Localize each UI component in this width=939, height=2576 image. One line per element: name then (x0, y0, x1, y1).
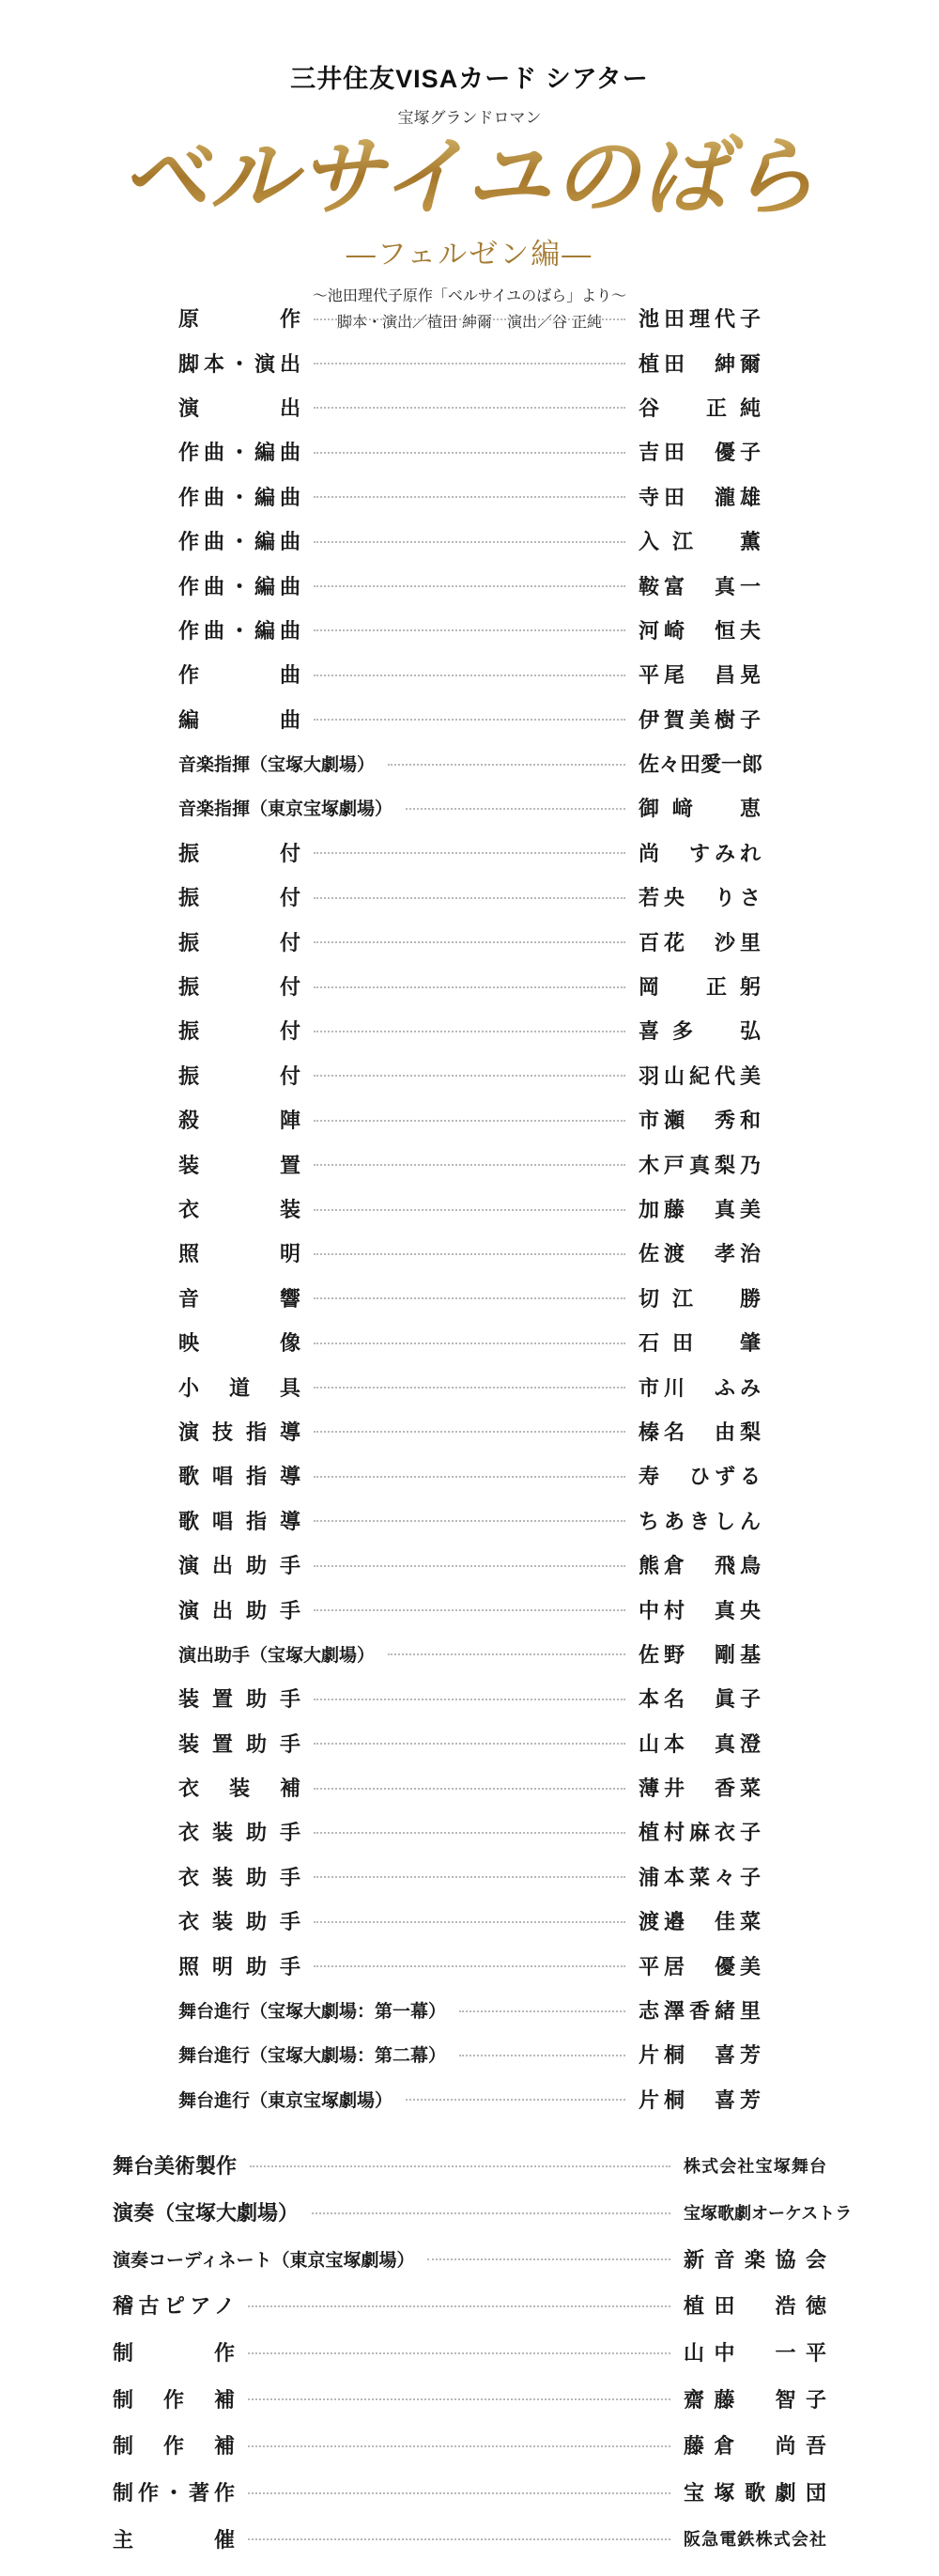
credit-row (178, 1409, 761, 1453)
credit-row (178, 2032, 761, 2076)
credit-name: 平尾 昌晃 (639, 664, 761, 689)
credit-name: 吉田 優子 (639, 442, 761, 466)
credit-row (113, 2422, 826, 2469)
credit-name: 市瀬 秀和 (639, 1110, 761, 1134)
dot-leader (314, 1965, 625, 1967)
credit-name: 尚 すみれ (639, 842, 761, 866)
credit-role: 装 置 (178, 1154, 300, 1178)
credit-name: 入江 薫 (639, 531, 761, 555)
dot-leader (312, 2212, 670, 2214)
dot-leader (314, 1431, 625, 1433)
credit-row (178, 919, 761, 963)
credit-name: 池田理代子 (639, 308, 761, 333)
credit-role: 舞台進行（宝塚大劇場：第一幕） (178, 2001, 447, 2023)
credit-name: 阪急電鉄株式会社 (684, 2530, 826, 2551)
credit-role: 衣装助手 (178, 1822, 300, 1846)
credit-row (113, 2189, 853, 2236)
dot-leader (248, 2538, 670, 2540)
dot-leader (314, 1209, 625, 1211)
production-credits-list (113, 2142, 853, 2562)
credit-name: 榛名 由梨 (639, 1420, 761, 1445)
header (0, 0, 939, 332)
credit-name: 谷 正純 (639, 396, 761, 421)
credit-row (178, 1543, 761, 1587)
credit-row (178, 964, 761, 1008)
dot-leader (314, 719, 625, 721)
credit-row (113, 2469, 826, 2516)
credit-role: 振 付 (178, 976, 300, 1001)
credit-row (178, 1899, 761, 1943)
credit-name: 切江 勝 (639, 1287, 761, 1311)
source-credit: ～池田理代子原作「ベルサイユのばら」より～ (312, 287, 627, 305)
dot-leader (248, 2352, 670, 2354)
credit-role: 演出助手（宝塚大劇場） (178, 1644, 376, 1666)
show-edition: ―フェルゼン編― (346, 238, 593, 272)
credit-row (178, 1053, 761, 1097)
credit-row (178, 429, 761, 473)
dot-leader (314, 1164, 625, 1166)
dot-leader (314, 1120, 625, 1122)
credit-row (178, 785, 761, 830)
credit-row (178, 1320, 761, 1364)
credit-role: 振 付 (178, 1064, 300, 1089)
credit-role: 映 像 (178, 1332, 300, 1357)
credit-role: 作曲・編曲 (178, 575, 300, 599)
credit-row (113, 2329, 826, 2376)
credit-role: 振 付 (178, 842, 300, 866)
credit-role: 主 催 (113, 2528, 235, 2553)
dot-leader (314, 1297, 625, 1299)
credit-name: 藤倉 尚吾 (684, 2435, 826, 2460)
credit-role: 小 道 具 (178, 1376, 300, 1401)
credit-name: 植村麻衣子 (639, 1822, 761, 1846)
credit-name: 本名 眞子 (639, 1688, 761, 1713)
dot-leader (314, 318, 625, 320)
credit-role: 演出助手 (178, 1555, 300, 1579)
credit-role: 作曲・編曲 (178, 442, 300, 466)
credit-row (113, 2235, 826, 2282)
credit-row (178, 1097, 761, 1141)
credit-name: 木戸真梨乃 (639, 1154, 761, 1178)
dot-leader (314, 1520, 625, 1522)
credit-name: 寿 ひずる (639, 1466, 761, 1490)
dot-leader (314, 1565, 625, 1567)
credit-role: 衣装助手 (178, 1866, 300, 1890)
credit-name: 片桐 喜芳 (639, 2088, 761, 2113)
credit-name: 浦本菜々子 (639, 1866, 761, 1890)
credit-name: 中村 真央 (639, 1599, 761, 1623)
credit-row (178, 1453, 761, 1497)
dot-leader (314, 1253, 625, 1255)
credit-name: 喜多 弘 (639, 1020, 761, 1045)
credit-row (113, 2375, 826, 2422)
credit-row (178, 1498, 761, 1543)
dot-leader (248, 2398, 670, 2400)
credit-role: 制 作 補 (113, 2435, 235, 2460)
credit-name: 百花 沙里 (639, 931, 761, 955)
credit-role: 衣 装 (178, 1199, 300, 1222)
dot-leader (314, 1699, 625, 1700)
show-title-logo: ベルサイユのばら (0, 130, 939, 225)
credit-row (178, 741, 761, 785)
credit-name: 加藤 真美 (639, 1199, 761, 1222)
dot-leader (406, 808, 625, 810)
dot-leader (406, 2099, 625, 2101)
dot-leader (459, 2010, 625, 2012)
credit-role: 振 付 (178, 1020, 300, 1045)
credit-role: 演出助手 (178, 1599, 300, 1623)
credit-role: 振 付 (178, 931, 300, 955)
credit-row (178, 519, 761, 563)
credit-name: 齋藤 智子 (684, 2388, 826, 2413)
dot-leader (314, 1476, 625, 1478)
credit-role: 振 付 (178, 887, 300, 911)
credit-role: 音 響 (178, 1287, 300, 1311)
credit-name: 植田 紳爾 (639, 352, 761, 377)
credit-name: ちあきしん (639, 1510, 761, 1534)
dot-leader (314, 496, 625, 498)
credit-role: 制 作 (113, 2342, 235, 2367)
dot-leader (427, 2258, 670, 2260)
credit-row (113, 2282, 826, 2329)
credit-name: 河崎 恒夫 (639, 619, 761, 644)
credit-row (178, 1943, 761, 1987)
credit-role: 歌唱指導 (178, 1510, 300, 1534)
dot-leader (314, 629, 625, 631)
credit-name: 石田 肇 (639, 1332, 761, 1357)
credit-row (178, 1765, 761, 1809)
credit-row (113, 2516, 826, 2563)
credit-role: 演技指導 (178, 1420, 300, 1445)
dot-leader (248, 2445, 670, 2447)
credit-row (178, 1721, 761, 1765)
credit-row (178, 652, 761, 696)
credit-name: 若央 りさ (639, 887, 761, 911)
credit-name: 片桐 喜芳 (639, 2044, 761, 2069)
credit-role: 編 曲 (178, 708, 300, 733)
dot-leader (248, 2305, 670, 2307)
credit-role: 衣装助手 (178, 1911, 300, 1935)
credit-row (178, 608, 761, 652)
credit-row (178, 474, 761, 519)
credit-role: 歌唱指導 (178, 1466, 300, 1490)
dot-leader (314, 1832, 625, 1834)
dot-leader (388, 1653, 625, 1655)
credit-row (178, 1854, 761, 1899)
credit-role: 作曲・編曲 (178, 486, 300, 510)
credit-role: 舞台進行（東京宝塚劇場） (178, 2089, 393, 2111)
credit-row (178, 1187, 761, 1231)
credit-row (178, 1587, 761, 1631)
credit-name: 鞍富 真一 (639, 575, 761, 599)
credit-name: 佐渡 孝治 (639, 1243, 761, 1267)
dot-leader (248, 2492, 670, 2494)
dot-leader (314, 363, 625, 365)
credit-name: 株式会社宝塚舞台 (684, 2156, 826, 2177)
sponsor-name: 三井住友VISAカード シアター (290, 65, 649, 93)
credit-row (178, 2077, 761, 2121)
credit-role: 舞台進行（宝塚大劇場：第二幕） (178, 2045, 447, 2067)
credit-role: 衣 装 補 (178, 1777, 300, 1802)
dot-leader (314, 675, 625, 676)
dot-leader (314, 585, 625, 587)
dot-leader (314, 1788, 625, 1790)
credit-role: 演 出 (178, 396, 300, 421)
credit-name: 寺田 瀧雄 (639, 486, 761, 510)
credit-name: 佐野 剛基 (639, 1643, 761, 1668)
dot-leader (314, 1921, 625, 1923)
dot-leader (314, 407, 625, 409)
credit-row (178, 385, 761, 429)
credit-role: 原 作 (178, 308, 300, 333)
dot-leader (314, 941, 625, 943)
credit-role: 装置助手 (178, 1688, 300, 1713)
credit-name: 岡 正躬 (639, 976, 761, 1001)
dot-leader (314, 1075, 625, 1077)
credit-role: 音楽指揮（東京宝塚劇場） (178, 799, 393, 820)
credit-row (178, 1141, 761, 1186)
credit-row (178, 563, 761, 607)
show-subtitle: 宝塚グランドロマン (397, 109, 542, 128)
credit-name: 熊倉 飛鳥 (639, 1555, 761, 1579)
dot-leader (314, 986, 625, 988)
dot-leader (314, 1609, 625, 1611)
credit-role: 作曲・編曲 (178, 531, 300, 555)
credit-name: 新音楽協会 (684, 2248, 826, 2273)
credit-name: 植田 浩徳 (684, 2295, 826, 2320)
credit-name: 薄井 香菜 (639, 1777, 761, 1802)
dot-leader (314, 1743, 625, 1745)
dot-leader (314, 541, 625, 543)
credit-name: 山本 真澄 (639, 1732, 761, 1757)
credit-row (178, 1632, 761, 1676)
credit-row (178, 1364, 761, 1408)
credit-role: 作 曲 (178, 664, 300, 689)
credit-name: 宝塚歌劇オーケストラ (684, 2203, 853, 2224)
credit-role: 制 作 補 (113, 2388, 235, 2413)
credit-row (178, 296, 761, 340)
credit-name: 市川 ふみ (639, 1376, 761, 1401)
credit-name: 山中 一平 (684, 2342, 826, 2367)
credit-name: 平居 優美 (639, 1955, 761, 1979)
credit-role: 装置助手 (178, 1732, 300, 1757)
credit-role: 照 明 (178, 1243, 300, 1267)
dot-leader (314, 452, 625, 454)
credit-role: 作曲・編曲 (178, 619, 300, 644)
credit-name: 伊賀美樹子 (639, 708, 761, 733)
credit-role: 脚本・演出 (178, 352, 300, 377)
credit-role: 演奏（宝塚大劇場） (113, 2202, 300, 2227)
dot-leader (388, 764, 625, 766)
dot-leader (250, 2165, 670, 2167)
credit-row (178, 340, 761, 384)
dot-leader (314, 1031, 625, 1032)
credit-name: 宝塚歌劇団 (684, 2482, 826, 2506)
credit-row (178, 1276, 761, 1320)
credit-role: 演奏コーディネート（東京宝塚劇場） (113, 2249, 415, 2271)
credit-row (178, 697, 761, 741)
credit-name: 羽山紀代美 (639, 1064, 761, 1089)
dot-leader (314, 1342, 625, 1344)
dot-leader (459, 2055, 625, 2056)
credit-role: 制作・著作 (113, 2482, 235, 2506)
credit-name: 渡邉 佳菜 (639, 1911, 761, 1935)
credit-row (178, 875, 761, 919)
credit-row (178, 1231, 761, 1275)
credit-name: 佐々田愛一郎 (639, 753, 763, 778)
dot-leader (314, 1387, 625, 1389)
dot-leader (314, 897, 625, 899)
credit-row (178, 1676, 761, 1720)
credit-role: 殺 陣 (178, 1110, 300, 1134)
credit-row (178, 1988, 761, 2032)
credit-row (178, 1008, 761, 1052)
writers-credit: 脚本・演出／植田 紳爾 演出／谷 正純 (336, 313, 603, 332)
credit-name: 志澤香緒里 (639, 2000, 761, 2025)
credit-row (178, 830, 761, 875)
credit-role: 稽古ピアノ (113, 2295, 235, 2320)
dot-leader (314, 1876, 625, 1878)
credit-name: 御﨑 恵 (639, 798, 761, 822)
credit-row (113, 2142, 826, 2189)
credit-role: 舞台美術製作 (113, 2155, 238, 2180)
staff-credits-list (178, 296, 761, 2121)
credit-role: 音楽指揮（宝塚大劇場） (178, 754, 376, 776)
credit-role: 照明助手 (178, 1955, 300, 1979)
dot-leader (314, 852, 625, 854)
credit-row (178, 1809, 761, 1854)
